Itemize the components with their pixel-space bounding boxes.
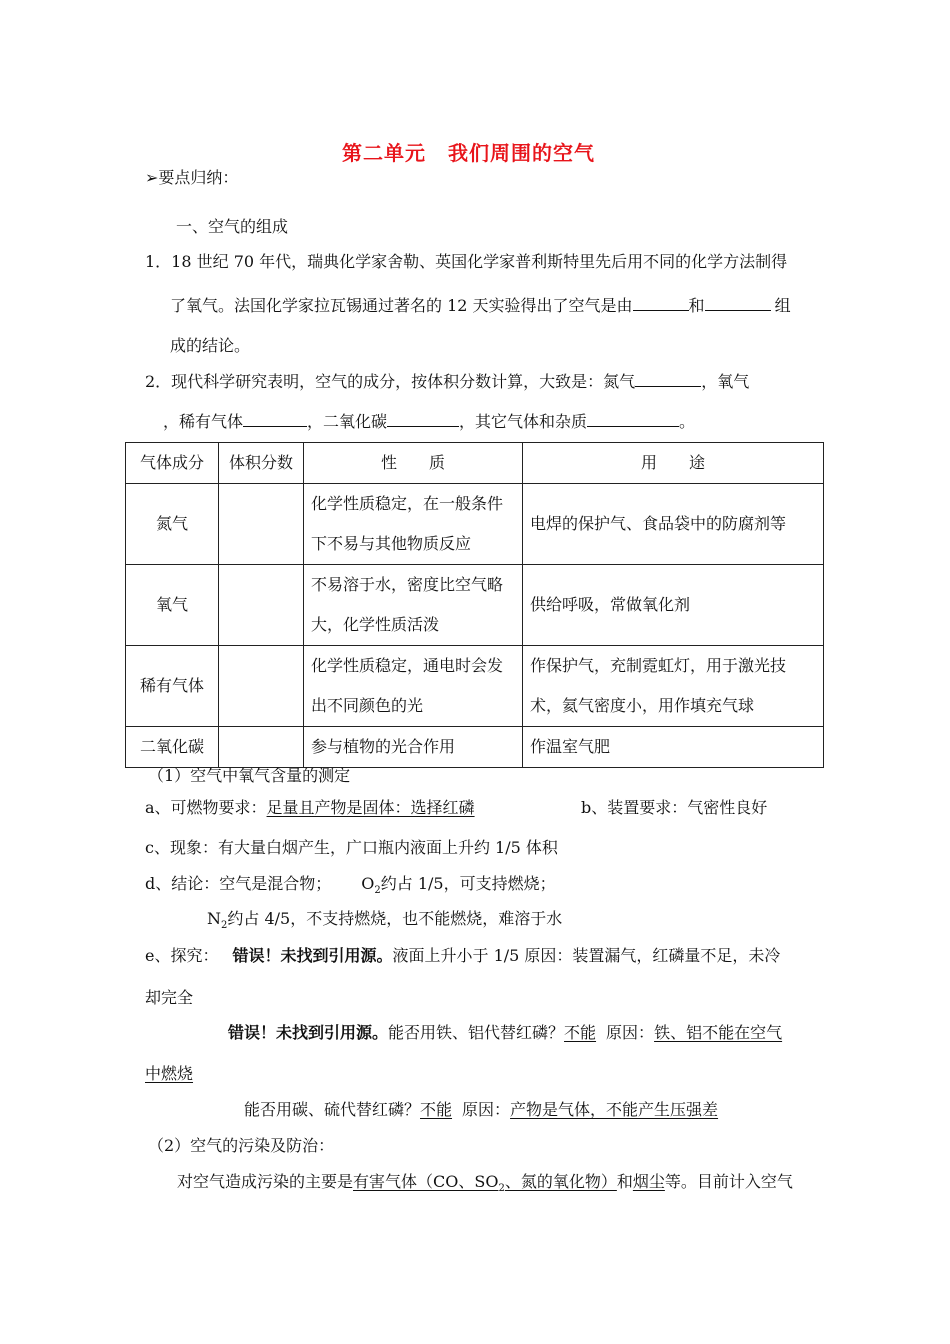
item-e: e、探究： 错误！未找到引用源。液面上升小于 1/5 原因：装置漏气，红磷量不足，未冷 xyxy=(145,946,781,965)
gas-name-cell: 稀有气体 xyxy=(126,646,219,727)
page-title: 第二单元 我们周围的空气 xyxy=(342,141,595,165)
table-row xyxy=(126,646,824,727)
item-e-continued: 却完全 xyxy=(145,988,194,1007)
pollution-paragraph: 对空气造成污染的主要是有害气体（CO、$SO_2$、氮的氧化物）和烟尘等。目前计入空气 xyxy=(177,1172,793,1195)
table-header-cell: 体积分数 xyxy=(219,443,304,484)
volume-fraction-cell xyxy=(219,646,304,727)
use-cell: 作保护气，充制霓虹灯，用于激光技 术，氦气密度小，用作填充气球 xyxy=(523,646,824,727)
use-cell: 作温室气肥 xyxy=(523,727,824,768)
table-header-row xyxy=(126,443,824,484)
volume-fraction-cell xyxy=(219,727,304,768)
property-cell: 化学性质稳定，在一般条件 下不易与其他物质反应 xyxy=(304,484,523,565)
property-cell: 参与植物的光合作用 xyxy=(304,727,523,768)
table-header-cell: 性 质 xyxy=(304,443,523,484)
gas-name-cell: 二氧化碳 xyxy=(126,727,219,768)
item-b: b、装置要求：气密性良好 xyxy=(581,798,768,817)
paragraph-1-line-3: 成的结论。 xyxy=(170,336,251,355)
item-c: c、现象：有大量白烟产生，广口瓶内液面上升约 1/5 体积 xyxy=(145,838,558,857)
question-iron-aluminum-continued: 中燃烧 xyxy=(145,1064,194,1083)
gas-name-cell: 氧气 xyxy=(126,565,219,646)
key-points-heading: ➢要点归纳： xyxy=(145,168,239,187)
table-row xyxy=(126,565,824,646)
question-carbon-sulfur: 能否用碳、硫代替红磷？不能 原因：产物是气体，不能产生压强差 xyxy=(244,1100,719,1119)
volume-fraction-cell xyxy=(219,484,304,565)
table-header-cell: 用 途 xyxy=(523,443,824,484)
property-cell: 不易溶于水，密度比空气略 大，化学性质活泼 xyxy=(304,565,523,646)
gas-composition-table xyxy=(125,442,824,768)
paragraph-2-line-2: ，稀有气体 ，二氧化碳 ，其它气体和杂质 。 xyxy=(163,412,696,431)
section-heading: 一、空气的组成 xyxy=(176,217,289,236)
volume-fraction-cell xyxy=(219,565,304,646)
paragraph-1-line-1: 1．18 世纪 70 年代，瑞典化学家舍勒、英国化学家普利斯特里先后用不同的化学方法制得 xyxy=(145,252,788,271)
item-d-n2: $N_2$约占 4/5，不支持燃烧，也不能燃烧，难溶于水 xyxy=(207,909,563,932)
subsection-1-heading: （1）空气中氧气含量的测定 xyxy=(148,766,351,785)
paragraph-2-line-1: 2．现代科学研究表明，空气的成分，按体积分数计算，大致是：氮气 ，氧气 xyxy=(145,372,750,391)
property-cell: 化学性质稳定，通电时会发 出不同颜色的光 xyxy=(304,646,523,727)
gas-name-cell: 氮气 xyxy=(126,484,219,565)
item-a: a、可燃物要求：足量且产物是固体：选择红磷 xyxy=(145,798,475,817)
table-header-cell: 气体成分 xyxy=(126,443,219,484)
paragraph-1-line-2: 了氧气。法国化学家拉瓦锡通过著名的 12 天实验得出了空气是由 和 组 xyxy=(170,296,791,315)
table-row xyxy=(126,484,824,565)
question-iron-aluminum: 错误！未找到引用源。能否用铁、铝代替红磷？不能 原因：铁、铝不能在空气 xyxy=(228,1023,783,1042)
use-cell: 供给呼吸，常做氧化剂 xyxy=(523,565,824,646)
table-row xyxy=(126,727,824,768)
use-cell: 电焊的保护气、食品袋中的防腐剂等 xyxy=(523,484,824,565)
item-d: d、结论：空气是混合物； $O_2$约占 1/5，可支持燃烧； xyxy=(145,874,556,897)
subsection-2-heading: （2）空气的污染及防治： xyxy=(148,1136,335,1155)
